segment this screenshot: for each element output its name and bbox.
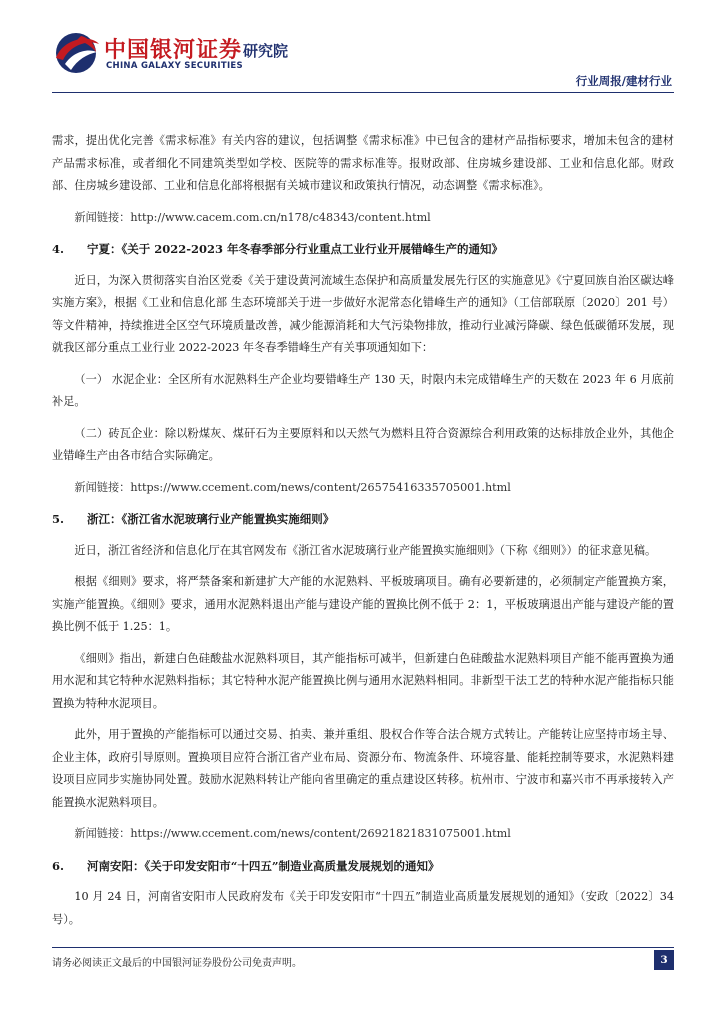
section-heading-5	[52, 508, 674, 531]
page-header	[0, 0, 724, 96]
paragraph: 近日，为深入贯彻落实自治区党委《关于建设黄河流域生态保护和高质量发展先行区的实施意见》《宁夏回族自治区碳达峰实施方案》，根据《工业和信息化部 生态环境部关于进一步做好水泥常态化错峰生产的通知》（工信部联原〔2020〕201 号）等文件精神，持续推进全区空气环境质量改善，减少能源消耗和大气污染物排放，推动行业减污降碳、绿色低碳循环发展，现就我区部分重点工业行业 2022-2023 年冬春季错峰生产有关事项通知如下：	[52, 273, 674, 354]
footer-divider	[52, 947, 674, 948]
paragraph: 《细则》指出，新建白色硅酸盐水泥熟料项目，其产能指标可减半，但新建白色硅酸盐水泥熟料项目产能不能再置换为通用水泥和其它特种水泥熟料指标；其它特种水泥产能置换比例与通用水泥熟料相同。非新型干法工艺的特种水泥产能指标只能置换为特种水泥项目。	[52, 651, 674, 710]
news-link[interactable]: 新闻链接：https://www.ccement.com/news/content/26575416335705001.html	[74, 480, 511, 494]
paragraph: 此外，用于置换的产能指标可以通过交易、拍卖、兼并重组、股权合作等合法合规方式转让。产能转让应坚持市场主导、企业主体，政府引导原则。置换项目应符合浙江省产业布局、资源分布、物流条件、环境容量、能耗控制等要求，水泥熟料建设项目应同步实施协同处置。鼓励水泥熟料转让产能向省里确定的重点建设区转移。杭州市、宁波市和嘉兴市不再承接转入产能置换水泥熟料项目。	[52, 728, 674, 809]
header-divider	[52, 92, 674, 93]
brand-name-cn: 中国银河证券	[104, 38, 243, 63]
galaxy-logo-icon	[51, 30, 101, 75]
paragraph: 需求，提出优化完善《需求标准》有关内容的建议，包括调整《需求标准》中已包含的建材产品指标要求，增加未包含的建材产品需求标准，或者细化不同建筑类型如学校、医院等的需求标准等。报财政部、住房城乡建设部、工业和信息化部。财政部、住房城乡建设部、工业和信息化部将根据有关城市建议和政策执行情况，动态调整《需求标准》。	[52, 134, 674, 192]
news-link[interactable]: 新闻链接：https://www.ccement.com/news/content/26921821831075001.html	[74, 827, 511, 840]
report-category: 行业周报/建材行业	[575, 74, 672, 88]
section-heading-6	[52, 855, 674, 878]
section-number: 5.	[52, 512, 65, 526]
section-title: 浙江：《浙江省水泥玻璃行业产能置换实施细则》	[87, 512, 335, 526]
news-link[interactable]: 新闻链接：http://www.cacem.com.cn/n178/c48343/content.html	[74, 210, 431, 224]
research-institute-label: 研究院	[243, 42, 289, 60]
paragraph: （一） 水泥企业：全区所有水泥熟料生产企业均要错峰生产 130 天，时限内未完成错峰生产的天数在 2023 年 6 月底前补足。	[52, 372, 674, 408]
section-number: 6.	[52, 858, 65, 873]
disclaimer-text: 请务必阅读正文最后的中国银河证券股份公司免责声明。	[52, 958, 302, 969]
section-heading-4	[52, 238, 674, 261]
section-title: 河南安阳：《关于印发安阳市“十四五”制造业高质量发展规划的通知》	[87, 858, 440, 873]
paragraph: （二）砖瓦企业：除以粉煤灰、煤矸石为主要原料和以天然气为燃料且符合资源综合利用政策的达标排放企业外，其他企业错峰生产由各市结合实际确定。	[52, 426, 674, 462]
paragraph: 根据《细则》要求，将严禁备案和新建扩大产能的水泥熟料、平板玻璃项目。确有必要新建的，必须制定产能置换方案，实施产能置换。《细则》要求，通用水泥熟料退出产能与建设产能的置换比例不低于 2：1，平板玻璃退出产能与建设产能的置换比例不低于 1.25：1。	[52, 575, 674, 633]
section-number: 4.	[52, 242, 65, 256]
page-number: 3	[654, 950, 674, 970]
brand-name-en: CHINA GALAXY SECURITIES	[106, 61, 243, 71]
paragraph: 近日，浙江省经济和信息化厅在其官网发布《浙江省水泥玻璃行业产能置换实施细则》（下称《细则》）的征求意见稿。	[74, 543, 657, 557]
document-body	[52, 130, 674, 931]
paragraph: 10 月 24 日，河南省安阳市人民政府发布《关于印发安阳市“十四五”制造业高质量发展规划的通知》（安政〔2022〕34 号）。	[52, 890, 674, 926]
section-title: 宁夏：《关于 2022-2023 年冬春季部分行业重点工业行业开展错峰生产的通知》	[87, 242, 504, 256]
